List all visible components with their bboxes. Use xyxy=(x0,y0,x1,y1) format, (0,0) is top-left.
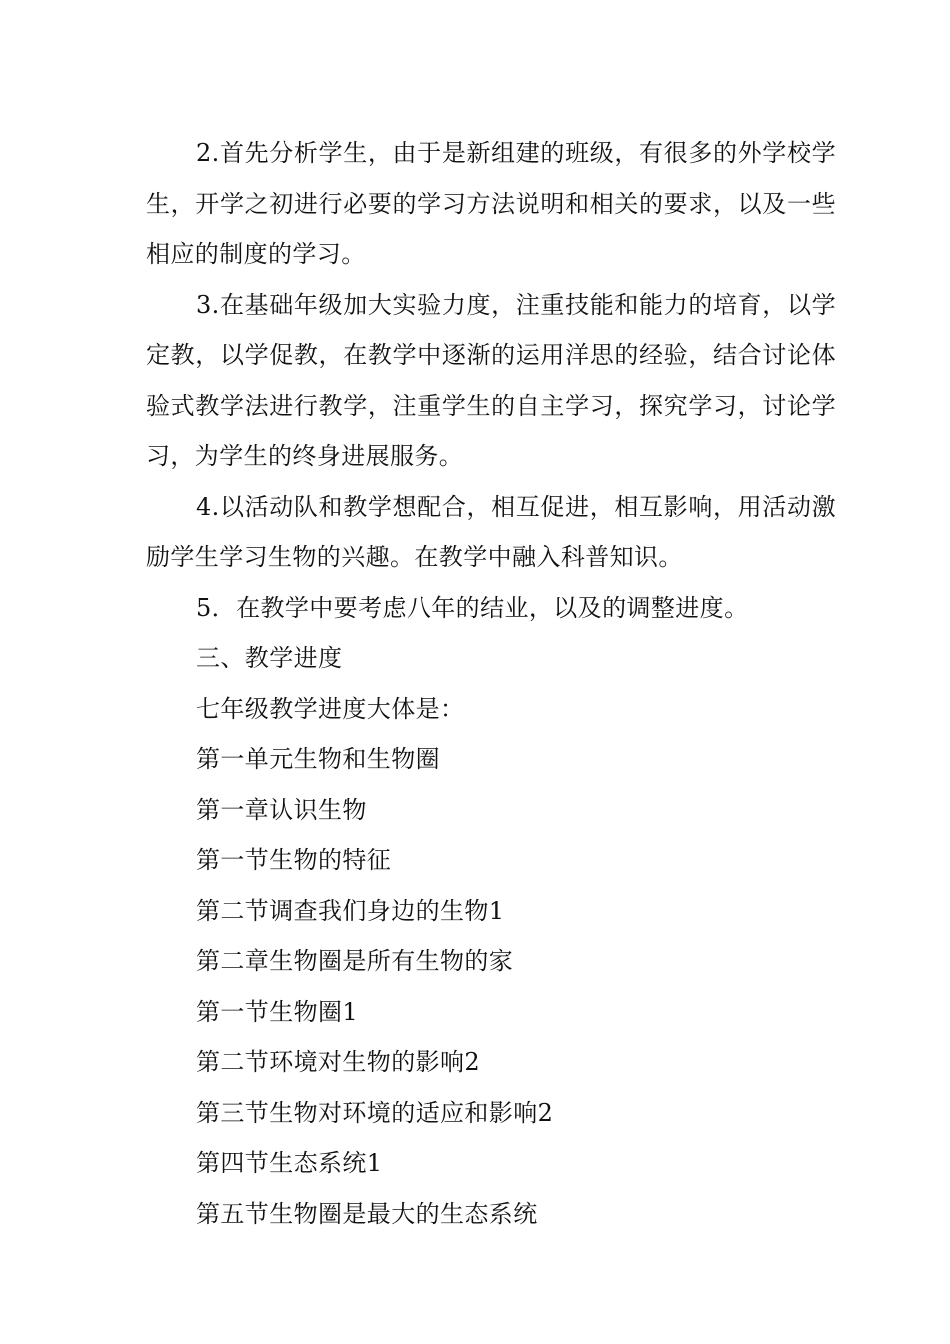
schedule-item: 第五节生物圈是最大的生态系统 xyxy=(196,1199,538,1228)
schedule-item: 第一单元生物和生物圈 xyxy=(196,745,440,773)
section-heading: 三、教学进度 xyxy=(196,644,343,672)
paragraph-graduation: 5．在教学中要考虑八年的结业，以及的调整进度。 xyxy=(196,593,749,622)
schedule-intro: 七年级教学进度大体是： xyxy=(196,694,465,723)
schedule-item: 第一节生物的特征 xyxy=(196,846,392,874)
schedule-item: 第三节生物对环境的适应和影响2 xyxy=(196,1098,554,1127)
schedule-item: 第二节调查我们身边的生物1 xyxy=(196,896,505,925)
schedule-item: 第一章认识生物 xyxy=(196,795,367,824)
schedule-item: 第四节生态系统1 xyxy=(196,1149,383,1177)
document-body xyxy=(146,128,836,1239)
schedule-item: 第二节环境对生物的影响2 xyxy=(196,1048,481,1076)
schedule-item: 第二章生物圈是所有生物的家 xyxy=(196,947,514,975)
paragraph-activities: 4.以活动队和教学想配合，相互促进，相互影响，用活动激励学生学习生物的兴趣。在教学中融入科普知识。 xyxy=(146,492,836,571)
paragraph-experiments: 3.在基础年级加大实验力度，注重技能和能力的培育，以学定教，以学促教，在教学中逐渐的运用洋思的经验，结合讨论体验式教学法进行教学，注重学生的自主学习，探究学习，讨论学习，为学生的终身进展服务。 xyxy=(146,290,836,470)
paragraph-analyze-students: 2.首先分析学生，由于是新组建的班级，有很多的外学校学生，开学之初进行必要的学习方法说明和相关的要求，以及一些相应的制度的学习。 xyxy=(146,139,836,268)
schedule-item: 第一节生物圈1 xyxy=(196,997,359,1026)
